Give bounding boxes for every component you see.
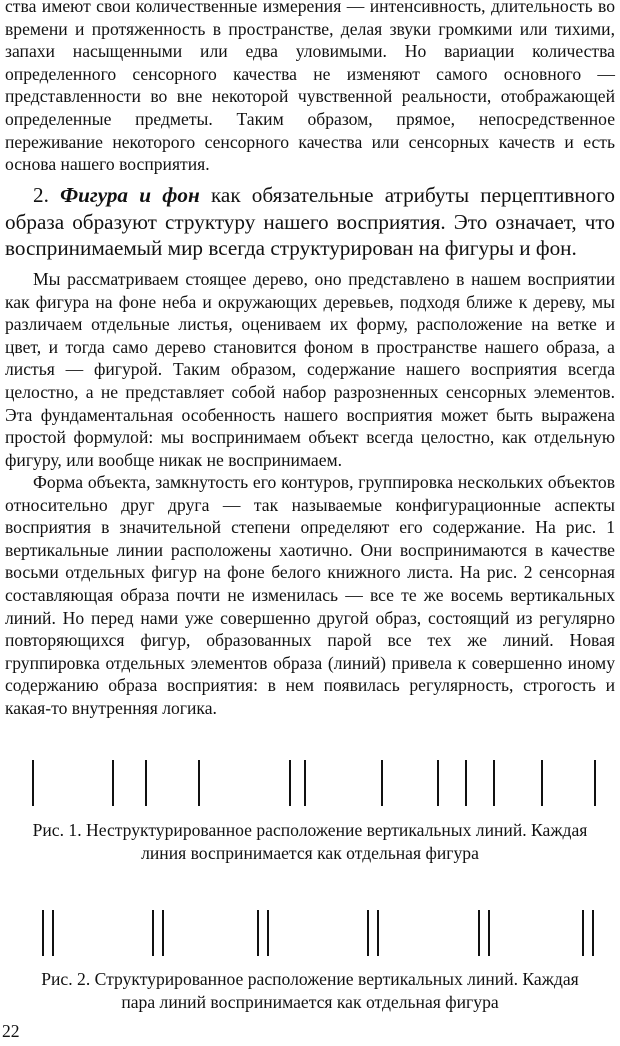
figure-2-caption — [5, 968, 615, 1013]
page-number: 22 — [2, 1021, 20, 1041]
figure-1-caption-line-1: Рис. 1. Неструктурированное расположение вертикальных линий. Каждая — [32, 820, 588, 840]
figure-2-drawing — [0, 908, 620, 958]
figure-2-caption-line-1: Рис. 2. Структурированное расположение вертикальных линий. Каждая — [41, 969, 579, 989]
paragraph-sensory-quality: ства имеют свои количественные измерения — интенсивность, длительность во времени и протяженность в пространстве, делая звуки громкими или тихими, запахи насыщенными или едва уловимыми. Но вариации количества определенного сенсорного качества не изменяют самого основного — представленности во вне некоторой чувственной реальности, отображающей определенные предметы. Таким образом, прямое, непосредственное переживание некоторого сенсорного качества или сенсорных качеств и есть основа нашего восприятия. — [5, 0, 615, 175]
point-number: 2. — [33, 183, 49, 207]
point-text: как обязательные атрибуты перцептивного образа образуют структуру нашего восприятия. Это означает, что воспринимаемый мир всегда структурирован на фигуры и фон. — [5, 183, 615, 260]
point-term: Фигура и фон — [60, 183, 200, 207]
figure-1-caption — [5, 819, 615, 864]
figure-1-caption-line-2: линия воспринимается как отдельная фигура — [141, 842, 479, 863]
figure-1-unstructured-lines — [0, 758, 620, 808]
paragraph-figure-and-ground — [5, 182, 615, 262]
figure-1-drawing — [0, 758, 620, 808]
paragraph-configuration: Форма объекта, замкнутость его контуров, группировка нескольких объектов относительно друг друга — так называемые конфигурационные аспекты восприятия в значительной степени определяют его содержание. На рис. 1 вертикальные линии расположены хаотично. Они воспринимаются в качестве восьми отдельных фигур на фоне белого книжного листа. На рис. 2 сенсорная составляющая образа почти не изменилась — все те же восемь вертикальных линий. Но перед нами уже совершенно другой образ, состоящий из регулярно повторяющихся фигур, образованных парой все тех же линий. Новая группировка отдельных элементов образа (линий) привела к совершенно иному содержанию образа восприятия: в нем появилась регулярность, строгость и какая-то внутренняя логика. — [5, 472, 615, 718]
figure-2-caption-line-2: пара линий воспринимается как отдельная фигура — [121, 991, 499, 1012]
figure-2-structured-lines — [0, 908, 620, 958]
paragraph-tree-example: Мы рассматриваем стоящее дерево, оно представлено в нашем восприятии как фигура на фоне неба и окружающих деревьев, подходя ближе к дереву, мы различаем отдельные листья, оцениваем их форму, расположение на ветке и цвет, и тогда само дерево становится фоном в пространстве нашего образа, а листья — фигурой. Таким образом, содержание нашего восприятия всегда целостно, а не представляет собой набор разрозненных сенсорных элементов. Эта фундаментальная особенность нашего восприятия может быть выражена простой формулой: мы воспринимаем объект всегда целостно, как отдельную фигуру, или вообще никак не воспринимаем. — [5, 269, 615, 470]
